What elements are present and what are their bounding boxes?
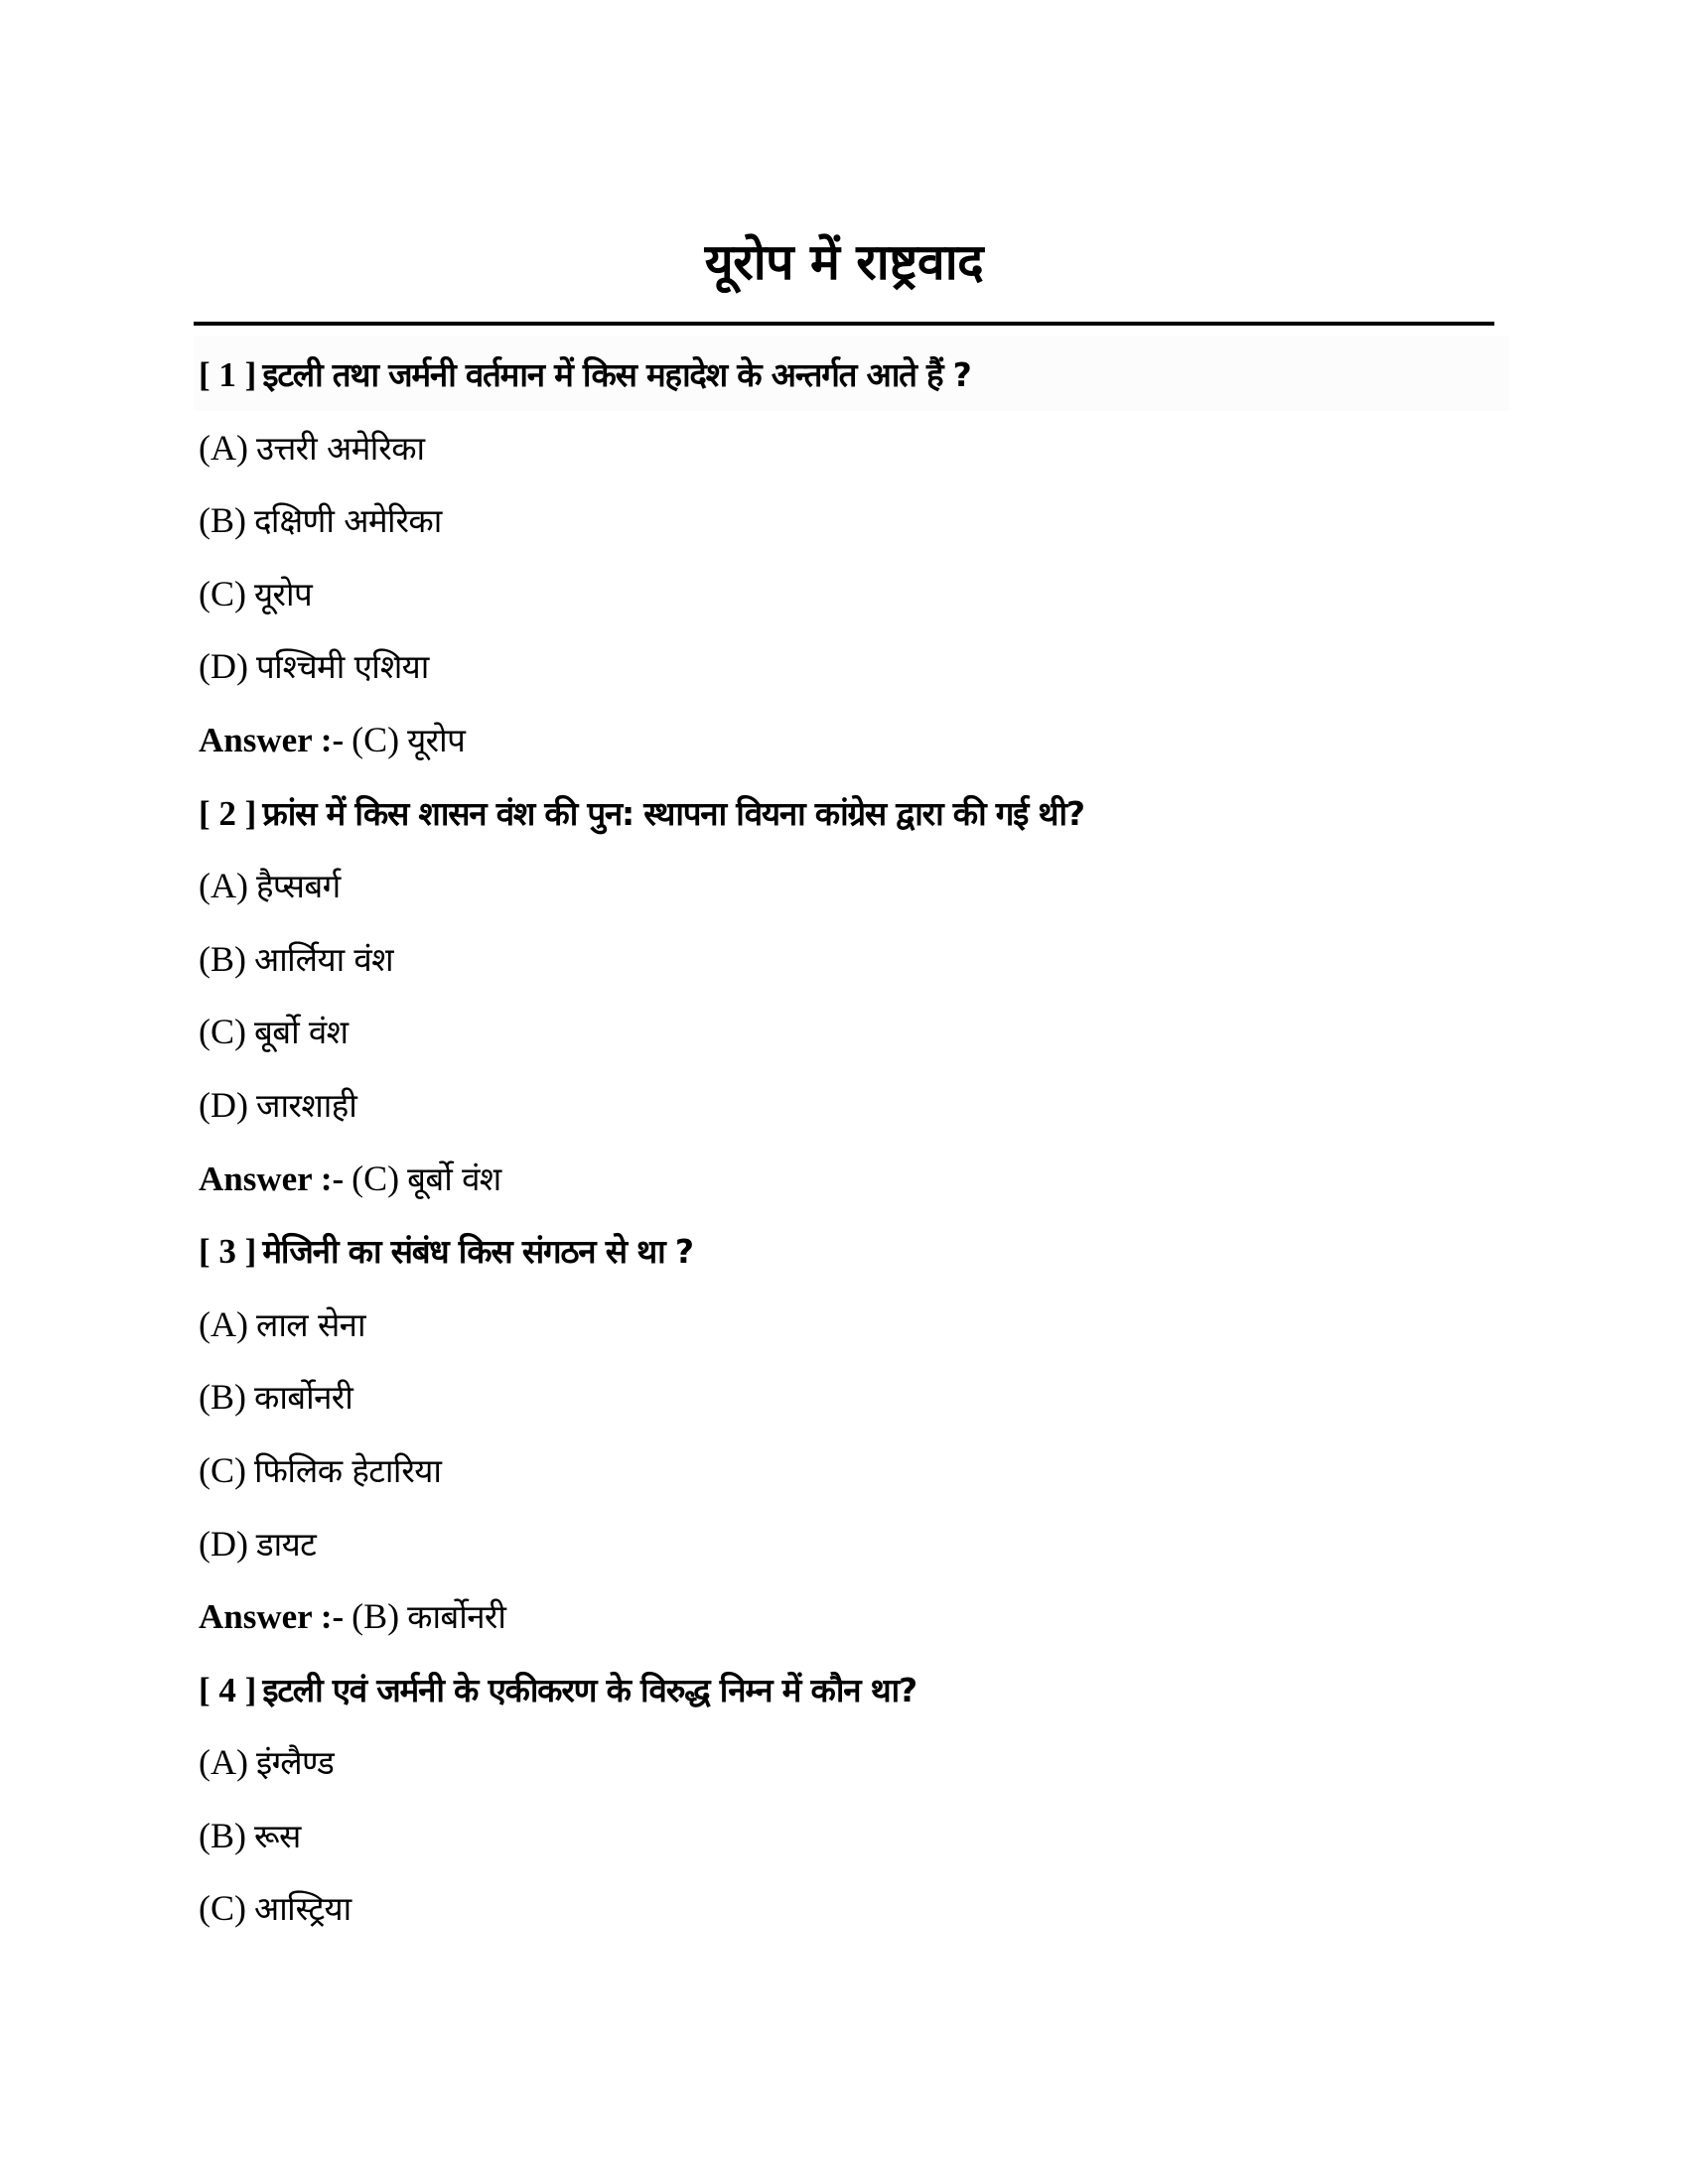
- option-letter: (A): [199, 1303, 248, 1344]
- option-text: बूर्बो वंश: [254, 1013, 349, 1052]
- option-text: फिलिक हेटारिया: [254, 1450, 442, 1490]
- question-text: इटली तथा जर्मनी वर्तमान में किस महादेश के अन्तर्गत आते हैं ?: [262, 355, 971, 394]
- option-letter: (D): [199, 646, 248, 687]
- option-text: जारशाही: [255, 1085, 357, 1125]
- question-number: [ 4 ]: [199, 1670, 257, 1709]
- option-letter: (B): [199, 938, 246, 979]
- page-title: यूरोप में राष्ट्रवाद: [704, 232, 984, 291]
- option-text: लाल सेना: [255, 1304, 365, 1344]
- option-c: [199, 1434, 1509, 1508]
- option-text: आस्ट्रिया: [254, 1889, 352, 1929]
- option-text: इंग्लैण्ड: [255, 1743, 335, 1783]
- answer-line: [199, 704, 1509, 777]
- answer-label: Answer :-: [199, 1159, 345, 1198]
- question-number: [ 2 ]: [199, 793, 257, 833]
- question-list: [199, 339, 1509, 1946]
- option-c: [199, 558, 1509, 631]
- option-letter: (D): [199, 1084, 248, 1125]
- answer-letter: (C): [352, 719, 400, 759]
- option-text: दक्षिणी अमेरिका: [254, 501, 442, 541]
- option-letter: (A): [199, 427, 248, 468]
- question-2-heading: [199, 777, 1509, 851]
- option-b: [199, 923, 1509, 997]
- answer-text: यूरोप: [407, 720, 466, 759]
- title-divider: [194, 322, 1494, 326]
- option-letter: (C): [199, 1012, 246, 1052]
- option-text: हैप्सबर्ग: [255, 867, 341, 906]
- option-text: डायट: [255, 1524, 317, 1564]
- question-text: मेजिनी का संबंध किस संगठन से था ?: [262, 1232, 693, 1272]
- question-4-heading: [199, 1654, 1509, 1727]
- option-d: [199, 630, 1509, 704]
- option-d: [199, 1508, 1509, 1581]
- answer-letter: (C): [352, 1158, 400, 1198]
- option-d: [199, 1069, 1509, 1143]
- answer-text: कार्बोनरी: [407, 1597, 506, 1637]
- option-letter: (B): [199, 1377, 246, 1418]
- answer-label: Answer :-: [199, 720, 345, 759]
- option-letter: (B): [199, 1815, 246, 1855]
- option-a: [199, 1726, 1509, 1800]
- answer-label: Answer :-: [199, 1597, 345, 1637]
- option-c: [199, 1872, 1509, 1946]
- option-letter: (C): [199, 573, 246, 614]
- option-text: यूरोप: [254, 574, 313, 614]
- option-text: उत्तरी अमेरिका: [255, 428, 425, 468]
- option-letter: (A): [199, 866, 248, 906]
- option-text: कार्बोनरी: [254, 1378, 353, 1418]
- answer-letter: (B): [352, 1596, 400, 1637]
- question-number: [ 1 ]: [199, 355, 257, 394]
- answer-line: [199, 1143, 1509, 1216]
- option-text: रूस: [254, 1816, 301, 1855]
- option-letter: (D): [199, 1523, 248, 1564]
- question-text: फ्रांस में किस शासन वंश की पुन: स्थापना वियना कांग्रेस द्वारा की गई थी?: [262, 793, 1084, 833]
- answer-line: [199, 1580, 1509, 1654]
- option-text: आर्लिया वंश: [254, 939, 394, 979]
- option-letter: (A): [199, 1742, 248, 1783]
- answer-text: बूर्बो वंश: [407, 1159, 501, 1198]
- option-text: पश्चिमी एशिया: [255, 647, 429, 687]
- option-b: [199, 1361, 1509, 1434]
- option-b: [199, 484, 1509, 558]
- option-b: [199, 1800, 1509, 1873]
- question-text: इटली एवं जर्मनी के एकीकरण के विरुद्ध निम्न में कौन था?: [262, 1670, 916, 1709]
- option-letter: (C): [199, 1449, 246, 1490]
- option-a: [199, 412, 1509, 485]
- option-letter: (B): [199, 500, 246, 541]
- option-a: [199, 1289, 1509, 1362]
- question-number: [ 3 ]: [199, 1232, 257, 1272]
- option-a: [199, 850, 1509, 923]
- option-letter: (C): [199, 1888, 246, 1929]
- option-c: [199, 996, 1509, 1069]
- question-1-heading: [199, 339, 1509, 412]
- question-3-heading: [199, 1215, 1509, 1289]
